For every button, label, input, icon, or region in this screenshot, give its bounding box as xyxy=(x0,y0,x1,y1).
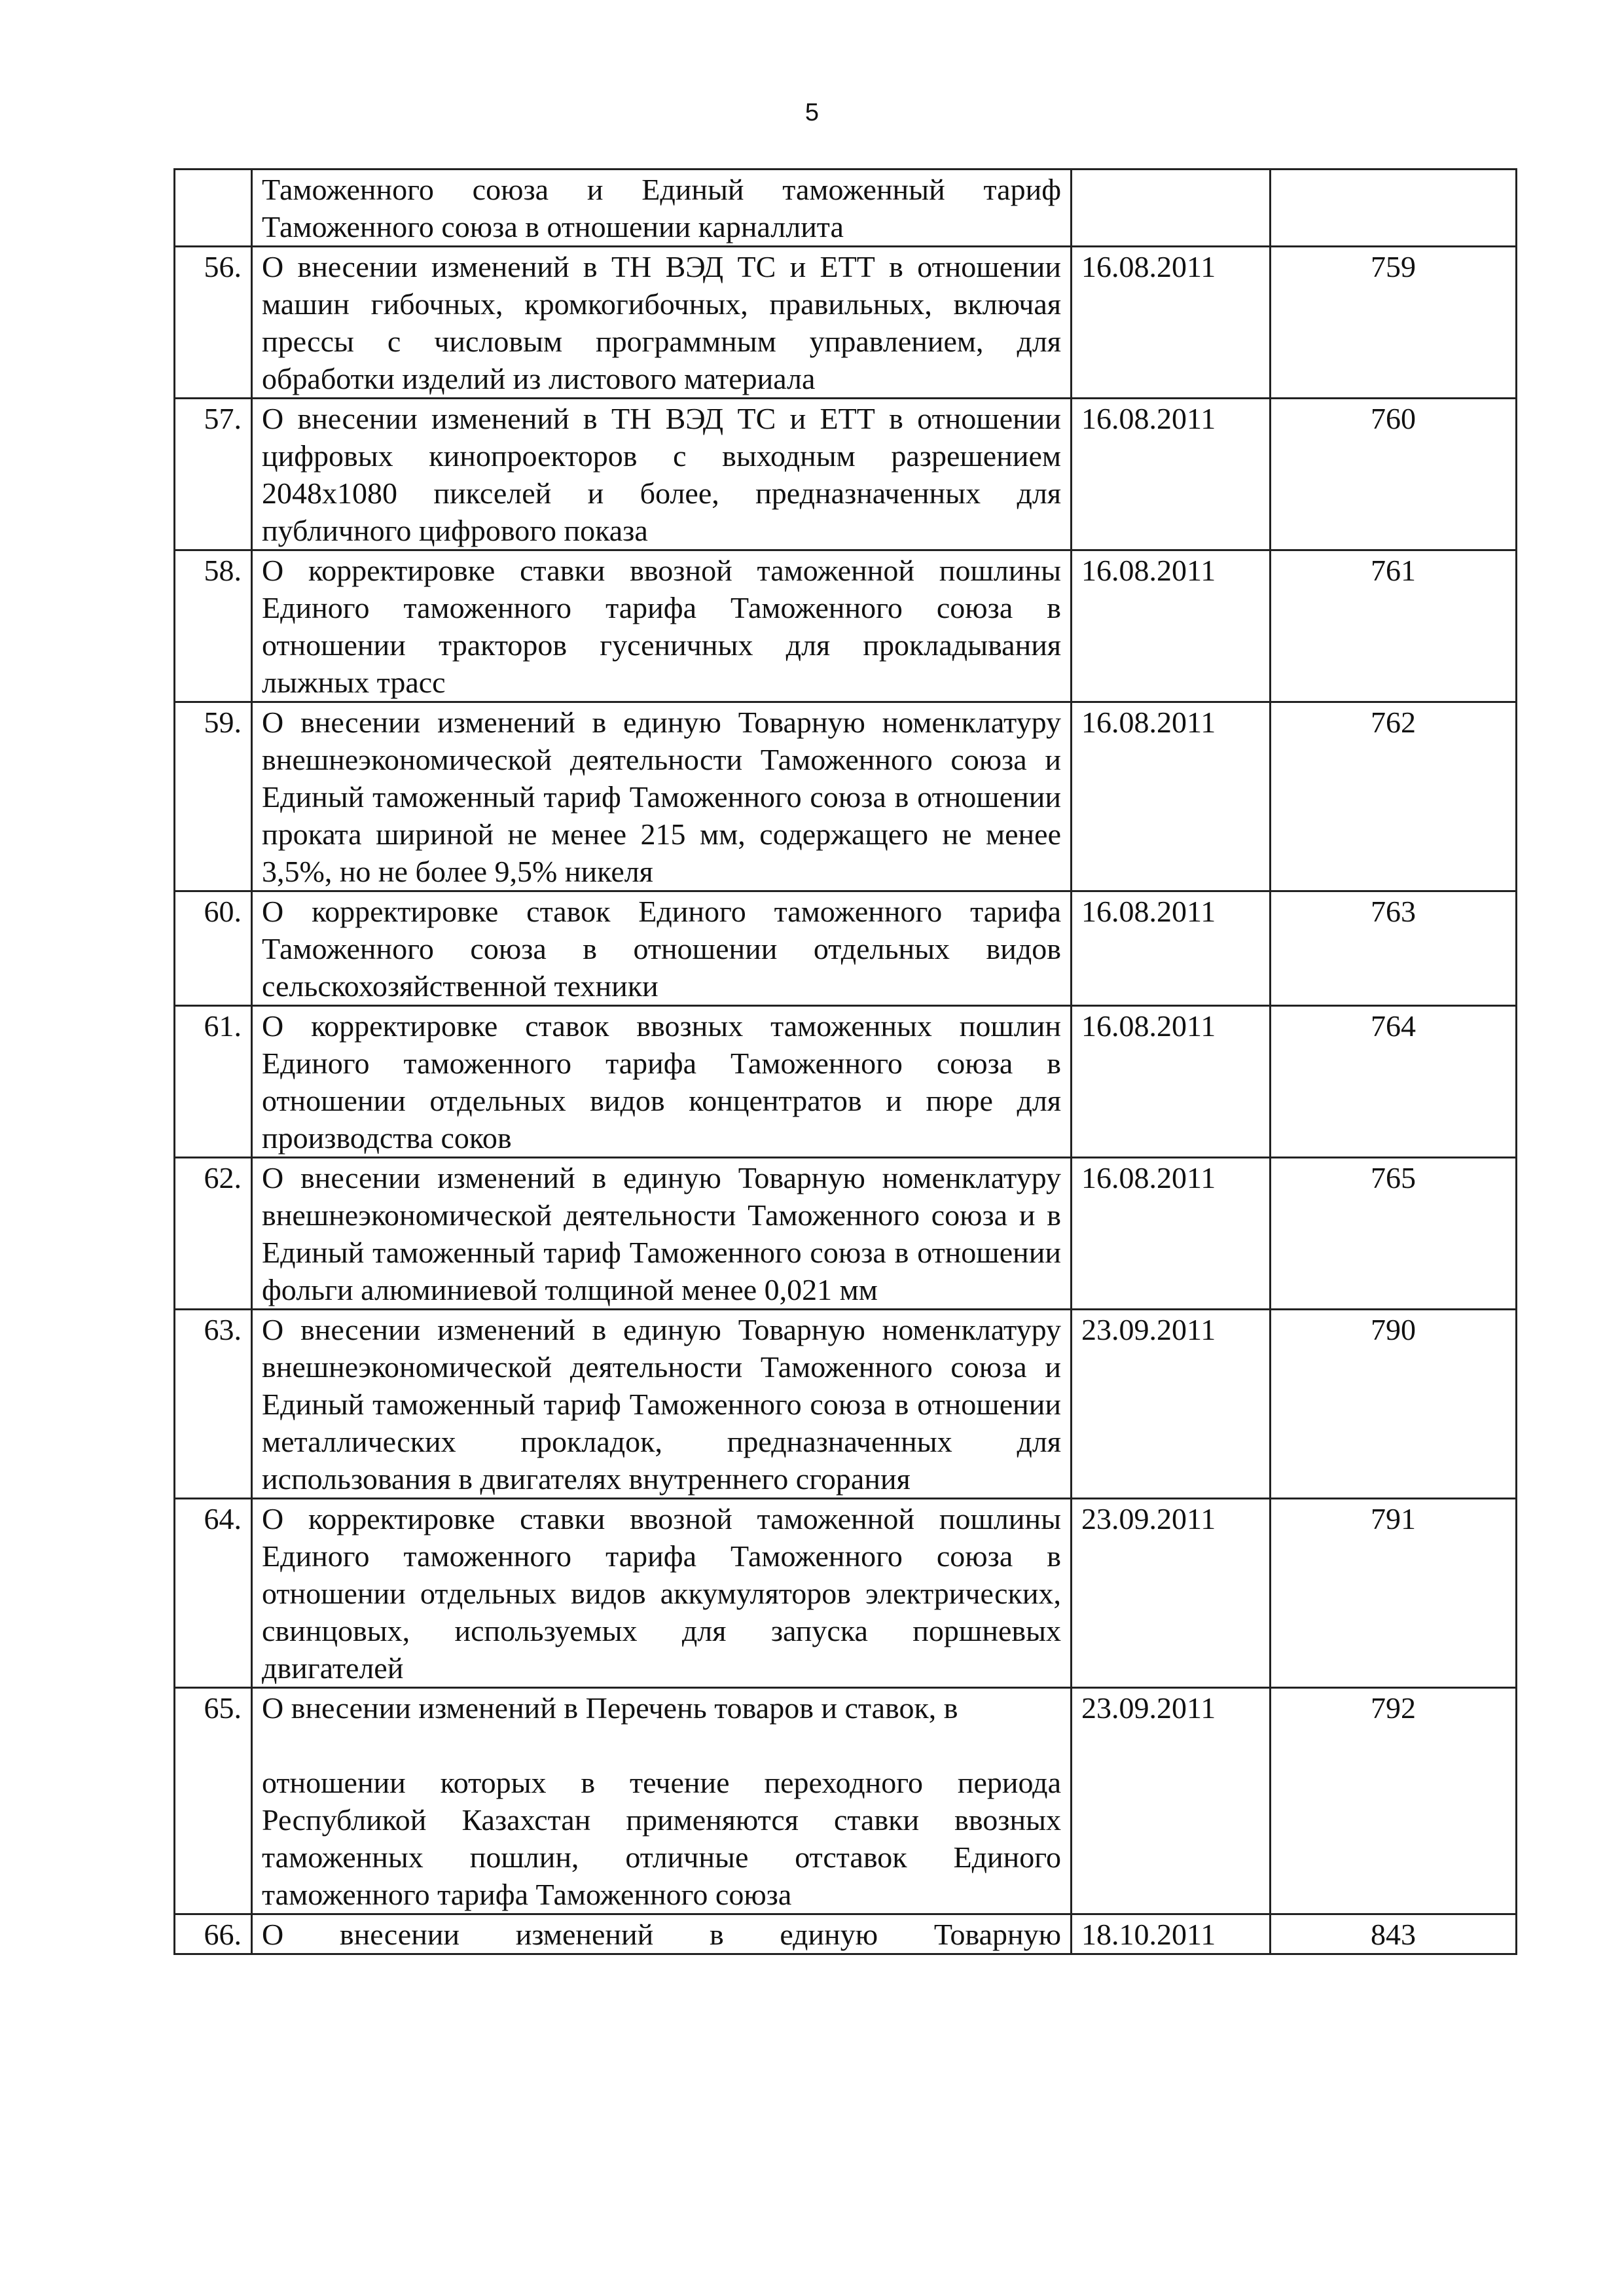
row-number: 64. xyxy=(175,1499,252,1688)
row-title: О корректировке ставок ввозных таможенных пошлин Единого таможенного тарифа Таможенного союза в отношении отдельных видов концентратов и пюре для производства соков xyxy=(262,1009,1061,1155)
row-date: 16.08.2011 xyxy=(1072,247,1271,399)
row-number: 56. xyxy=(175,247,252,399)
row-decision-number: 764 xyxy=(1271,1006,1517,1158)
table-row xyxy=(175,1688,1517,1914)
row-title: О внесении изменений в единую Товарную номенклатуру внешнеэкономической деятельности Таможенного союза и в Единый таможенный тариф Таможенного союза в отношении фольги алюминиевой толщиной менее 0,021 мм xyxy=(262,1161,1061,1306)
row-number: 58. xyxy=(175,550,252,702)
row-date: 23.09.2011 xyxy=(1072,1310,1271,1499)
row-date: 16.08.2011 xyxy=(1072,891,1271,1006)
table-row xyxy=(175,891,1517,1006)
table-row xyxy=(175,247,1517,399)
row-number: 63. xyxy=(175,1310,252,1499)
row-decision-number: 763 xyxy=(1271,891,1517,1006)
row-decision-number: 792 xyxy=(1271,1688,1517,1914)
row-title-cell xyxy=(252,1688,1072,1914)
row-title: Таможенного союза и Единый таможенный тариф Таможенного союза в отношении карналлита xyxy=(262,173,1061,243)
row-title-cell xyxy=(252,550,1072,702)
row-number: 61. xyxy=(175,1006,252,1158)
row-number: 57. xyxy=(175,399,252,550)
row-number: 60. xyxy=(175,891,252,1006)
row-decision-number: 765 xyxy=(1271,1158,1517,1310)
row-date: 23.09.2011 xyxy=(1072,1499,1271,1688)
row-title: О внесении изменений в ТН ВЭД ТС и ЕТТ в отношении машин гибочных, кромкогибочных, правильных, включая прессы с числовым программным управлением, для обработки изделий из листового материала xyxy=(262,250,1061,395)
row-date: 16.08.2011 xyxy=(1072,702,1271,891)
row-date: 23.09.2011 xyxy=(1072,1688,1271,1914)
table-row xyxy=(175,1310,1517,1499)
row-date: 16.08.2011 xyxy=(1072,550,1271,702)
row-title: О корректировке ставки ввозной таможенной пошлины Единого таможенного тарифа Таможенного союза в отношении отдельных видов аккумуляторов электрических, свинцовых, используемых для запуска поршневых двигателей xyxy=(262,1502,1061,1685)
row-date-cell xyxy=(1072,170,1271,247)
row-title-cell xyxy=(252,891,1072,1006)
row-decision-number: 759 xyxy=(1271,247,1517,399)
row-title: О внесении изменений в единую Товарную номенклатуру внешнеэкономической деятельности Таможенного союза и Единый таможенный тариф Таможенного союза в отношении металлических прокладок, предназначенных для использования в двигателях внутреннего сгорания xyxy=(262,1313,1061,1496)
table-row xyxy=(175,702,1517,891)
row-title: О внесении изменений в единую Товарную xyxy=(262,1918,1061,1951)
row-title-cell xyxy=(252,1914,1072,1954)
row-decision-number-cell xyxy=(1271,170,1517,247)
table-row xyxy=(175,399,1517,550)
row-title-cell xyxy=(252,399,1072,550)
row-title-cell xyxy=(252,1310,1072,1499)
row-decision-number: 760 xyxy=(1271,399,1517,550)
row-title: О корректировке ставок Единого таможенного тарифа Таможенного союза в отношении отдельных видов сельскохозяйственной техники xyxy=(262,895,1061,1003)
table-row-continued xyxy=(175,170,1517,247)
row-title-cell xyxy=(252,170,1072,247)
row-number: 59. xyxy=(175,702,252,891)
row-title-cell xyxy=(252,1006,1072,1158)
row-date: 16.08.2011 xyxy=(1072,1006,1271,1158)
row-title-cell xyxy=(252,247,1072,399)
page-number: 5 xyxy=(804,99,820,126)
decisions-table xyxy=(173,168,1517,1955)
table-row xyxy=(175,1499,1517,1688)
row-decision-number: 790 xyxy=(1271,1310,1517,1499)
row-title-cell xyxy=(252,702,1072,891)
row-number-cell xyxy=(175,170,252,247)
table-row xyxy=(175,1158,1517,1310)
row-title-continuation: отношении которых в течение переходного периода Республикой Казахстан применяются ставки ввозных таможенных пошлин, отличные отставок Единого таможенного тарифа Таможенного союза xyxy=(262,1766,1061,1911)
row-title-cell xyxy=(252,1499,1072,1688)
row-date: 16.08.2011 xyxy=(1072,1158,1271,1310)
table-row xyxy=(175,1006,1517,1158)
row-title: О внесении изменений в ТН ВЭД ТС и ЕТТ в отношении цифровых кинопроекторов с выходным разрешением 2048х1080 пикселей и более, предназначенных для публичного цифрового показа xyxy=(262,402,1061,547)
row-title-cell xyxy=(252,1158,1072,1310)
row-decision-number: 762 xyxy=(1271,702,1517,891)
row-date: 18.10.2011 xyxy=(1072,1914,1271,1954)
row-title: О корректировке ставки ввозной таможенной пошлины Единого таможенного тарифа Таможенного союза в отношении тракторов гусеничных для прокладывания лыжных трасс xyxy=(262,554,1061,699)
table-row xyxy=(175,550,1517,702)
row-title: О внесении изменений в Перечень товаров и ставок, в xyxy=(262,1691,958,1725)
row-decision-number: 761 xyxy=(1271,550,1517,702)
row-decision-number: 843 xyxy=(1271,1914,1517,1954)
row-title: О внесении изменений в единую Товарную номенклатуру внешнеэкономической деятельности Таможенного союза и Единый таможенный тариф Таможенного союза в отношении проката шириной не менее 215 мм, содержащего не менее 3,5%, но не более 9,5% никеля xyxy=(262,706,1061,888)
row-decision-number: 791 xyxy=(1271,1499,1517,1688)
row-date: 16.08.2011 xyxy=(1072,399,1271,550)
table-row xyxy=(175,1914,1517,1954)
row-number: 66. xyxy=(175,1914,252,1954)
row-number: 65. xyxy=(175,1688,252,1914)
row-number: 62. xyxy=(175,1158,252,1310)
